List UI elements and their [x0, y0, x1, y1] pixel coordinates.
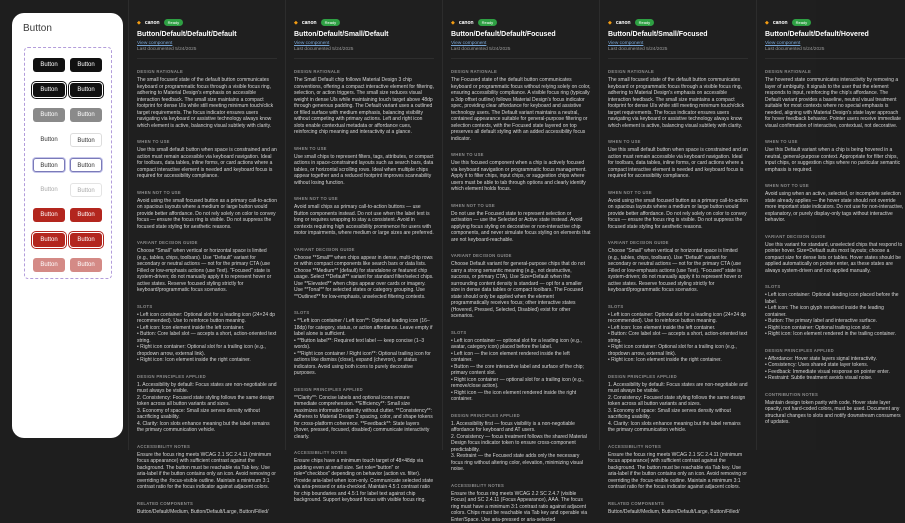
doc-header: [294, 18, 434, 27]
list-item: • Right icon: Icon element inside the right container.: [608, 357, 748, 364]
section-body: The Focused state of the default button communicates keyboard or programmatic focus without relying solely on color, ensuring accessibility compliance. A visible focus ring (typically a 3dp offset outline) follows Material Design's focus indicator spec, providing clear affordance for keyboard and assistive technology users. The Default variant maintains a neutral, contained appearance suitable for general-purpose filtering or selection contexts, with the Focused state layered on top preserves all default styling with an added accessibility focus indicator.: [451, 77, 591, 142]
section-heading: ACCESSIBILITY NOTES: [451, 483, 591, 488]
section-body: Use this focused component when a chip is actively focused via keyboard navigation or programmatic focus management. Apply it to filter chips, input chips, or suggestion chips where users must be able to tab through options and clearly identify which element holds focus.: [451, 160, 591, 193]
section-heading: DESIGN RATIONALE: [294, 69, 434, 74]
last-documented: Last documented 5/24/2025: [137, 47, 277, 52]
list-item: 3. Economy of space: Small size serves density without sacrificing usability.: [608, 408, 748, 421]
section-body: Choose **Small** when chips appear in dense, multi-chip rows or within compact components like search bars or data lists. Choose **Medium** (default) for standalone or featured chip usage. Select **Default** variant for standard filter/select chips. Use **Elevated** when chips appear over cards or imagery. Use **Tonal** for selected states or category grouping. Use **Outlined** for low-emphasis, unselected filtering contexts.: [294, 255, 434, 301]
button-outline[interactable]: Button: [70, 133, 102, 147]
section-heading: DESIGN PRINCIPLES APPLIED: [451, 413, 591, 418]
button-danger[interactable]: Button: [70, 208, 102, 222]
section-heading: DESIGN PRINCIPLES APPLIED: [137, 374, 277, 379]
doc-column: [128, 0, 285, 450]
list-item: • Right icon container: Optional trailing icon slot.: [765, 325, 905, 332]
section-body: Choose Default variant for general-purpose chips that do not carry a strong semantic meaning (e.g., not destructive, success, or primary CTA). Use Size=Default when the surrounding content density is standard — opt for a smaller size in dense data tables or compact toolbars. The Focused state should only be applied when the element programmatically receives focus; other interactive states (Hovered, Pressed, Selected, Disabled) exist for other scenarios.: [451, 261, 591, 320]
doc-column: [285, 0, 442, 450]
view-component-link[interactable]: View component: [608, 41, 748, 46]
section-body: Ensure the focus ring meets WCAG 2.2 SC 2.4.7 (visible Focus) and SC 2.4.11 (Focus Appearance), AAA. The focus ring must have a minimum 3:1 contrast ratio against adjacent colors. Chips must be reachable via Tab key and operable via Enter/Space. Use aria-pressed or aria-selected: [451, 491, 591, 523]
list-item: • Right icon container: Optional slot for a trailing icon (e.g., dropdown arrow, external link).: [608, 344, 748, 357]
divider: [608, 58, 748, 59]
section-list: [608, 312, 748, 364]
section-body: The hovered state communicates interactivity by removing a layer of ambiguity. It signals to the user that the element responds to input, reinforcing the chip's affordance. The Default variant provides a baseline, neutral visual treatment suitable for most contexts where no special emphasis is needed, aligning with Material Design's state layer approach for hover feedback behavior. Pointer users receive immediate visual confirmation of interactive, contextual, not decorative.: [765, 77, 905, 129]
section-body: The small focused state of the default button communicates keyboard or programmatic focus through a visible focus ring, adhering to Material Design's emphasis on accessible interaction feedback. The small size maintains a compact footprint for dense UIs while still meeting minimum touch/click target requirements. The focus indicator ensures users navigating via keyboard or assistive technology always know which element is active, balancing visual subtlety with clarity.: [608, 77, 748, 129]
doc-content: [765, 18, 905, 426]
list-item: **Clarity**: Concise labels and optional icons ensure immediate comprehension. **Efficiency**: Small size maximizes information density without clutter. **Consistency**: Adheres to Material Design 3 spacing, color, and shape tokens for cross-platform coherence. **Feedback**: State layers (hover, pressed, focused, disabled) communicate interactivity clearly.: [294, 395, 434, 441]
list-item: • Restraint: Subtle treatment avoids visual noise.: [765, 375, 905, 382]
button-text[interactable]: Button: [33, 133, 65, 147]
section-heading: SLOTS: [765, 284, 905, 289]
last-documented: Last documented 5/24/2025: [294, 47, 434, 52]
brand-logo-icon: ◆: [294, 20, 298, 26]
section-heading: WHEN NOT TO USE: [765, 183, 905, 188]
list-item: 3. Economy of space: Small size serves density without sacrificing usability.: [137, 408, 277, 421]
button-outline-disabled[interactable]: Button: [70, 183, 102, 197]
section-body: The Small Default chip follows Material Design 3 chip conventions, offering a compact interactive element for filtering, selection, or action triggers. The small size reduces visual weight in dense UIs while maintaining touch target above 48dp through generous padding. The Default variant uses a outlined or filled surface with medium emphasis, balancing visibility without competing with primary actions. Left and right icon slots enable contextual metadata or affordance cues, reinforcing chip meaning and interactivity at a glance.: [294, 77, 434, 136]
brand-name: canon: [616, 20, 631, 26]
section-list: [294, 395, 434, 441]
section-heading: WHEN NOT TO USE: [451, 203, 591, 208]
list-item: • Right icon container: Optional slot for a trailing icon (e.g., dropdown arrow, external link).: [137, 344, 277, 357]
doc-content: [294, 18, 434, 504]
list-item: • Left icon container: Optional slot for a leading icon (24×24 dp recommended). Use to reinforce button meaning.: [608, 312, 748, 325]
section-heading: VARIANT DECISION GUIDE: [451, 253, 591, 258]
section-heading: DESIGN PRINCIPLES APPLIED: [294, 387, 434, 392]
list-item: • **Button label**: Required text label — keep concise (1–3 words).: [294, 338, 434, 351]
section-heading: VARIANT DECISION GUIDE: [765, 234, 905, 239]
section-heading: WHEN NOT TO USE: [608, 190, 748, 195]
brand-name: canon: [145, 20, 160, 26]
section-body: Ensure the focus ring meets WCAG 2.1 SC 2.4.11 (minimum focus appearance) with sufficient contrast against the background. The button must be reachable via Tab key. Use aria-label if the button contains only an icon. Avoid removing or overriding the :focus-visible outline. Maintain a minimum 3:1 contrast ratio for the focus indicator against adjacent colors.: [137, 452, 277, 491]
component-title: Button/Default/Default/Focused: [451, 31, 591, 38]
doc-content: [137, 18, 277, 515]
list-item: • Affordance: Hover state layers signal interactivity.: [765, 356, 905, 363]
section-heading: ACCESSIBILITY NOTES: [137, 444, 277, 449]
button-filled-focused[interactable]: Button: [33, 83, 65, 97]
brand-logo-icon: ◆: [451, 20, 455, 26]
doc-column: [442, 0, 599, 450]
section-body: The small focused state of the default button communicates keyboard or programmatic focus through a visible focus ring, adhering to Material Design's emphasis on accessible interaction feedback. The small size maintains a compact footprint for dense UIs while still meeting minimum touch/click target requirements. The focus indicator ensures users navigating via keyboard or assistive technology always know which element is active, balancing visual subtlety with clarity.: [137, 77, 277, 129]
section-list: [608, 382, 748, 434]
section-heading: DESIGN PRINCIPLES APPLIED: [608, 374, 748, 379]
component-title: Button/Default/Default/Hovered: [765, 31, 905, 38]
list-item: • Button: Core label slot — accepts a short, action-oriented text string.: [608, 331, 748, 344]
button-filled-disabled[interactable]: Button: [33, 108, 65, 122]
section-body: Avoid using when an active, selected, or incomplete selection state already applies — the hover state should not override more important state indicators. Do not use for non-interactive, explanatory, or purely display-only tags without interactive behavior.: [765, 191, 905, 224]
section-list: [137, 382, 277, 434]
divider: [137, 58, 277, 59]
section-heading: DESIGN PRINCIPLES APPLIED: [765, 348, 905, 353]
section-list: [765, 356, 905, 382]
status-badge: Ready: [321, 19, 341, 26]
list-item: • Feedback: Immediate visual response on pointer enter.: [765, 369, 905, 376]
section-list: [294, 318, 434, 377]
section-heading: ACCESSIBILITY NOTES: [294, 450, 434, 455]
doc-content: [451, 18, 591, 523]
list-item: 4. Clarity: Icon slots enhance meaning but the label remains the primary communication vehicle.: [608, 421, 748, 434]
section-heading: WHEN TO USE: [294, 146, 434, 151]
view-component-link[interactable]: View component: [451, 41, 591, 46]
list-item: • Button — the core interactive label and surface of the chip; primary content slot.: [451, 364, 591, 377]
section-heading: VARIANT DECISION GUIDE: [608, 240, 748, 245]
list-item: • Left icon: Icon element inside the left container.: [137, 325, 277, 332]
status-badge: Ready: [792, 19, 812, 26]
status-badge: Ready: [478, 19, 498, 26]
list-item: • Left icon container: Optional leading icon placed before the label.: [765, 292, 905, 305]
section-heading: WHEN TO USE: [451, 152, 591, 157]
section-list: [451, 338, 591, 403]
button-danger-focused[interactable]: Button: [70, 233, 102, 247]
section-heading: CONTRIBUTION NOTES: [765, 392, 905, 397]
frame-title: Button: [23, 23, 52, 34]
list-item: • Right icon container — optional slot for a trailing icon (e.g., remove/close action).: [451, 377, 591, 390]
button-filled-focused[interactable]: Button: [70, 83, 102, 97]
section-list: [137, 312, 277, 364]
brand-name: canon: [302, 20, 317, 26]
section-body: Avoid small chips as primary call-to-action buttons — use Button components instead. Do not use when the label text is long or requires wrapping to stay a consistent. Avoid in contexts requiring high accessibility prominence for users with motor impairments, where medium or large sizes are preferred.: [294, 204, 434, 237]
list-item: • Button: Core label slot — accepts a short, action-oriented text string.: [137, 331, 277, 344]
view-component-link[interactable]: View component: [137, 41, 277, 46]
section-list: [451, 421, 591, 473]
section-heading: WHEN TO USE: [137, 139, 277, 144]
section-heading: RELATED COMPONENTS: [608, 501, 748, 506]
doc-column: [599, 0, 756, 450]
section-body: Button/Default/Medium, Button/Default/Large, Button/Filled/: [608, 509, 748, 516]
list-item: • Left icon container: Optional slot for a leading icon (24×24 dp recommended). Use to reinforce button meaning.: [137, 312, 277, 325]
variant-set: [24, 47, 112, 279]
section-heading: WHEN TO USE: [608, 139, 748, 144]
doc-header: [451, 18, 591, 27]
doc-content: [608, 18, 748, 515]
section-body: Maintain design token parity with code. Hover state layer opacity, not hard-coded colors, must be used. Document any structural changes to slots and notify downstream consumers of updates.: [765, 400, 905, 426]
last-documented: Last documented 5/24/2025: [765, 47, 905, 52]
divider: [451, 58, 591, 59]
button-danger-focused[interactable]: Button: [33, 233, 65, 247]
last-documented: Last documented 5/24/2025: [608, 47, 748, 52]
component-title: Button/Default/Default/Default: [137, 31, 277, 38]
button-outline-focused[interactable]: Button: [33, 158, 65, 172]
section-body: Do not use the Focused state to represent selection or activation — use the Selected or Active state instead. Avoid applying focus styling on decorative or non-interactive chip components, and never simulate focus styling on elements that are not keyboard-reachable.: [451, 211, 591, 244]
section-body: Choose "Small" when vertical or horizontal space is limited (e.g., tables, chips, toolbars). Use "Default" variant for secondary or neutral actions — not for the primary CTA (use Filled or low-emphasis actions (use Text). "Focused" state is system-driven; do not manually apply it to represent hover or active states. Reserve focused styling strictly for keyboard/programmatic focus scenarios.: [608, 248, 748, 294]
section-heading: SLOTS: [608, 304, 748, 309]
button-filled[interactable]: Button: [33, 58, 65, 72]
section-heading: DESIGN RATIONALE: [451, 69, 591, 74]
section-heading: VARIANT DECISION GUIDE: [294, 247, 434, 252]
list-item: • **Right icon container / Right icon**: Optional trailing icon for actions like dismiss (close), expand (chevron), or status indicators. Avoid using both icons to purely decorative purposes.: [294, 351, 434, 377]
button-danger-disabled[interactable]: Button: [33, 258, 65, 272]
section-body: Use this Default variant when a chip is being hovered in a neutral, general-purpose context. Appropriate for filter chips, input chips, or suggestion chips where no particular semantic emphasis is required.: [765, 147, 905, 173]
component-title: Button/Default/Small/Focused: [608, 31, 748, 38]
list-item: 1. Accessibility by default: Focus states are non-negotiable and must always be visible.: [608, 382, 748, 395]
section-body: Choose "Small" when vertical or horizontal space is limited (e.g., tables, chips, toolbars). Use "Default" variant for secondary or neutral actions — not for the primary CTA (use Filled or low-emphasis actions (use Text). "Focused" state is system-driven; do not manually apply it to represent hover or active states. Reserve focused styling strictly for keyboard/programmatic focus scenarios.: [137, 248, 277, 294]
list-item: • Right icon: Icon element rendered in the trailing container.: [765, 331, 905, 338]
doc-header: [137, 18, 277, 27]
section-body: Use this small default button when space is constrained and an action must remain accessible via keyboard navigation. Ideal for toolbars, data tables, inline forms, or card actions where a compact interactive element is needed and keyboard focus is required for accessibility compliance.: [137, 147, 277, 180]
section-heading: DESIGN RATIONALE: [137, 69, 277, 74]
list-item: • Left icon: Icon element inside the left container.: [608, 325, 748, 332]
list-item: • Button: The primary label and interactive surface.: [765, 318, 905, 325]
list-item: 3. Restraint — the Focused state adds only the necessary focus ring without altering color, elevation, minimizing visual noise.: [451, 453, 591, 473]
section-body: Avoid using the small focused button as a primary call-to-action on spacious layouts where a medium or large button would provide better affordance. Do not rely solely on color to convey focus — ensure the focus ring is visible. Do not suppress the focused state styling for aesthetic reasons.: [608, 198, 748, 231]
list-item: • Left icon container — optional slot for a leading icon (e.g., avatar, category icon) placed before the label.: [451, 338, 591, 351]
list-item: • Left icon — the icon element rendered inside the left container.: [451, 351, 591, 364]
button-danger[interactable]: Button: [33, 208, 65, 222]
section-heading: SLOTS: [137, 304, 277, 309]
section-body: Use this small default button when space is constrained and an action must remain accessible via keyboard navigation. Ideal for toolbars, data tables, inline forms, or card actions where a compact interactive element is needed and keyboard focus is required for accessibility compliance.: [608, 147, 748, 180]
section-heading: RELATED COMPONENTS: [137, 501, 277, 506]
list-item: • Right icon: Icon element inside the right container.: [137, 357, 277, 364]
component-title: Button/Default/Small/Default: [294, 31, 434, 38]
section-heading: DESIGN RATIONALE: [765, 69, 905, 74]
section-heading: WHEN NOT TO USE: [137, 190, 277, 195]
brand-name: canon: [773, 20, 788, 26]
section-heading: WHEN TO USE: [765, 139, 905, 144]
section-heading: DESIGN RATIONALE: [608, 69, 748, 74]
button-text-disabled[interactable]: Button: [33, 183, 65, 197]
status-badge: Ready: [164, 19, 184, 26]
button-component-frame: [12, 13, 123, 438]
list-item: • Consistency: Uses shared state layer tokens.: [765, 362, 905, 369]
list-item: 2. Consistency: Focused state styling follows the same design token across all button variants and sizes.: [137, 395, 277, 408]
section-heading: VARIANT DECISION GUIDE: [137, 240, 277, 245]
doc-header: [608, 18, 748, 27]
view-component-link[interactable]: View component: [765, 41, 905, 46]
section-body: Avoid using the small focused button as a primary call-to-action on spacious layouts where a medium or large button would provide better affordance. Do not rely solely on color to convey focus — ensure the focus ring is visible. Do not suppress the focused state styling for aesthetic reasons.: [137, 198, 277, 231]
list-item: 1. Accessibility first — focus visibility is a non-negotiable affordance for keyboard and AT users.: [451, 421, 591, 434]
button-filled-disabled[interactable]: Button: [70, 108, 102, 122]
last-documented: Last documented 5/24/2025: [451, 47, 591, 52]
brand-name: canon: [459, 20, 474, 26]
section-heading: SLOTS: [294, 310, 434, 315]
section-body: Use small chips to represent filters, tags, attributes, or compact actions in space-constrained layouts such as search bars, data tables, or horizontal scrolling rows. Ideal when multiple chips appear together and a reduced footprint improves scannability without losing function.: [294, 154, 434, 187]
brand-logo-icon: ◆: [765, 20, 769, 26]
button-danger-disabled[interactable]: Button: [70, 258, 102, 272]
divider: [294, 58, 434, 59]
section-body: Use this variant for standard, unselected chips that respond to pointer hover. Size=Default suits most layouts; choose a compact size for dense lists or tables. Hover states should be applied automatically on pointer enter, as these states are always system-driven and not applied manually.: [765, 242, 905, 275]
list-item: 2. Consistency: Focused state styling follows the same design token across all button variants and sizes.: [608, 395, 748, 408]
brand-logo-icon: ◆: [137, 20, 141, 26]
list-item: • **Left icon container / Left icon**: Optional leading icon (16–18dp) for category, status, or action affordance. Leave empty if label alone is sufficient.: [294, 318, 434, 338]
button-outline-focused[interactable]: Button: [70, 158, 102, 172]
section-body: Button/Default/Medium, Button/Default/Large, Button/Filled/: [137, 509, 277, 516]
section-body: Ensure chips have a minimum touch target of 48×48dp via padding even at small size. Set role="button" or role="checkbox" depending on behavior (action vs. filter). Provide aria-label when icon-only. Communicate selected state via aria-pressed or aria-checked. Maintain 4.5:1 contrast ratio for chip boundaries and 4.5:1 for label text against chip background. Support keyboard focus with visible focus ring.: [294, 458, 434, 504]
doc-header: [765, 18, 905, 27]
brand-logo-icon: ◆: [608, 20, 612, 26]
button-filled[interactable]: Button: [70, 58, 102, 72]
list-item: • Left icon: The icon glyph rendered inside the leading container.: [765, 305, 905, 318]
section-body: Ensure the focus ring meets WCAG 2.1 SC 2.4.11 (minimum focus appearance) with sufficient contrast against the background. The button must be reachable via Tab key. Use aria-label if the button contains only an icon. Avoid removing or overriding the :focus-visible outline. Maintain a minimum 3:1 contrast ratio for the focus indicator against adjacent colors.: [608, 452, 748, 491]
status-badge: Ready: [635, 19, 655, 26]
view-component-link[interactable]: View component: [294, 41, 434, 46]
list-item: 2. Consistency — focus treatment follows the shared Material Design focus indicator token to ensure cross-component predictability.: [451, 434, 591, 454]
section-list: [765, 292, 905, 338]
doc-column: [756, 0, 816, 450]
section-heading: SLOTS: [451, 330, 591, 335]
list-item: • Right icon — the icon element rendered inside the right container.: [451, 390, 591, 403]
divider: [765, 58, 905, 59]
section-heading: ACCESSIBILITY NOTES: [608, 444, 748, 449]
section-heading: WHEN NOT TO USE: [294, 196, 434, 201]
list-item: 4. Clarity: Icon slots enhance meaning but the label remains the primary communication vehicle.: [137, 421, 277, 434]
list-item: 1. Accessibility by default: Focus states are non-negotiable and must always be visible.: [137, 382, 277, 395]
